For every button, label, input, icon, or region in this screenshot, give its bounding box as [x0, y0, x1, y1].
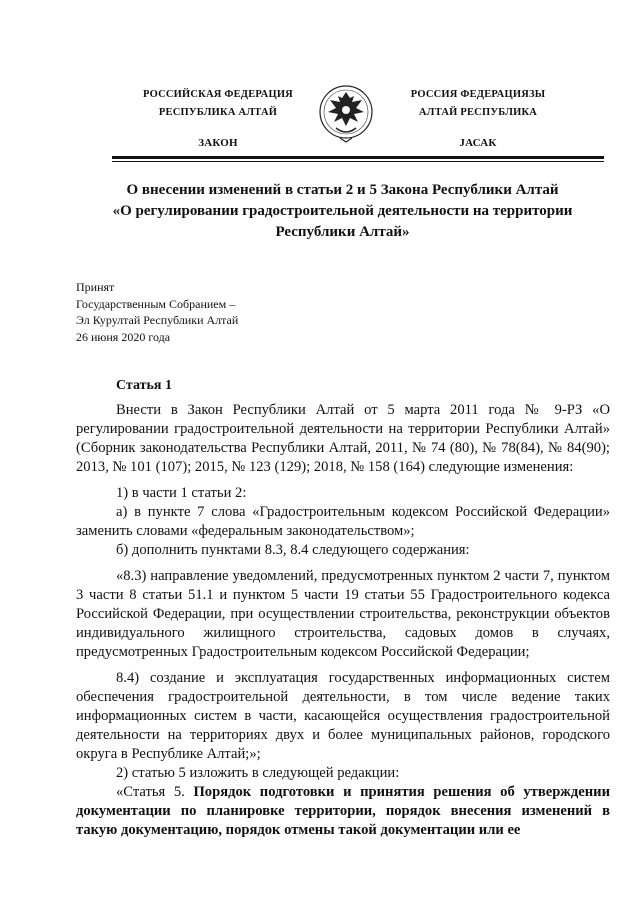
- article-5-prefix: «Статья 5.: [116, 784, 185, 800]
- law-title-line-2: «О регулировании градостроительной деятельности на территории: [112, 203, 573, 219]
- article-5-title: Порядок подготовки и принятия решения об утверждении документации по планировке территории, порядок внесения изменений в такую документацию, порядок отмены такой документации или ее: [76, 784, 610, 838]
- adoption-body-name: Эл Курултай Республики Алтай: [76, 313, 239, 327]
- list-item-1b: б) дополнить пунктами 8.3, 8.4 следующего содержания:: [116, 542, 470, 558]
- law-title-line-1: О внесении изменений в статьи 2 и 5 Закона Республики Алтай: [126, 182, 559, 198]
- altai-republic-coat-of-arms-icon: [318, 82, 374, 146]
- header-right-altai: [390, 86, 566, 152]
- list-item-2: 2) статью 5 изложить в следующей редакции:: [116, 765, 400, 781]
- header-right-republic: АЛТАЙ РЕСПУБЛИКА: [418, 107, 538, 118]
- header-right-law: ЈАСАК: [459, 137, 497, 149]
- header-left-law: ЗАКОН: [198, 137, 238, 149]
- law-title-line-3: Республики Алтай»: [275, 224, 410, 240]
- article-body: [76, 401, 610, 840]
- article-heading: Статья 1: [116, 378, 172, 393]
- header-right-country: РОССИЯ ФЕДЕРАЦИЯЗЫ: [410, 89, 546, 100]
- adoption-body: Государственным Собранием –: [76, 296, 236, 311]
- adoption-date: 26 июня 2020 года: [76, 329, 171, 344]
- header-left-country: РОССИЙСКАЯ ФЕДЕРАЦИЯ: [143, 89, 293, 100]
- article-5-heading: [76, 783, 610, 840]
- adoption-info: [76, 279, 238, 345]
- header-divider-thin: [112, 161, 604, 162]
- paragraph-8-3: «8.3) направление уведомлений, предусмотренных пунктом 2 части 7, пунктом 3 части 8 статьи 51.1 и пунктом 5 части 19 статьи 55 Градостроительного кодекса Российской Федерации, при осуществлении строительства, реконструкции объектов индивидуального жилищного строительства, садовых домов в случаях, предусмотренных Градостроительным кодексом Российской Федерации;: [76, 568, 610, 660]
- header-left-republic: РЕСПУБЛИКА АЛТАЙ: [158, 107, 278, 118]
- header-divider-thick: [112, 156, 604, 159]
- list-item-1a: а) в пункте 7 слова «Градостроительным кодексом Российской Федерации» заменить словами «федеральным законодательством»;: [76, 504, 610, 539]
- header-left-russian: [130, 86, 306, 152]
- law-title: [70, 180, 615, 243]
- list-item-1: 1) в части 1 статьи 2:: [116, 485, 247, 501]
- adoption-label: Принят: [76, 280, 115, 294]
- paragraph-8-4: 8.4) создание и эксплуатация государственных информационных систем обеспечения градостроительной деятельности, в том числе ведение таких информационных систем в части, касающейся осуществления градостроительной деятельности на территориях двух и более муниципальных районов, городского округа в Республике Алтай;»;: [76, 670, 610, 762]
- article-intro: Внести в Закон Республики Алтай от 5 марта 2011 года № 9-РЗ «О регулировании градостроительной деятельности на территории Республики Алтай» (Сборник законодательства Республики Алтай, 2011, № 74 (80), № 78(84), № 84(90); 2013, № 101 (107); 2015, № 123 (129); 2018, № 158 (164) следующие изменения:: [76, 402, 610, 475]
